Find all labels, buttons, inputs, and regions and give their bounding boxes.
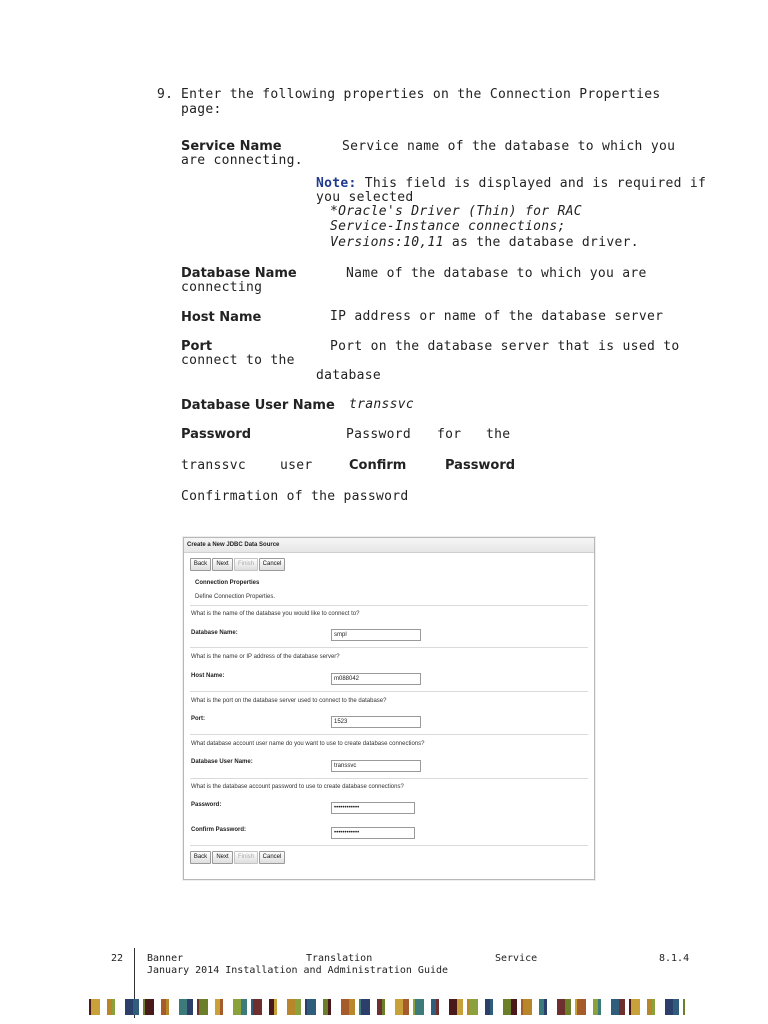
confirm-label-b: Password [445,458,516,473]
label-port: Port: [191,716,205,722]
label-password: Password: [191,802,222,808]
divider [190,647,588,648]
stripe-segment [277,999,287,1015]
stripe-segment [586,999,593,1015]
footer-word-translation: Translation [306,953,373,964]
service-name-desc-a: Service name of the database to which you [342,139,676,154]
step-text-line1: Enter the following properties on the Connection Properties [181,87,661,102]
stripe-segment [640,999,647,1015]
label-confirm-password: Confirm Password: [191,827,247,833]
stripe-segment [91,999,100,1015]
section-subtitle: Define Connection Properties. [195,594,276,600]
db-user-label: Database User Name [181,398,335,413]
note-text-e [330,235,639,250]
stripe-segment [199,999,208,1015]
stripe-segment [547,999,557,1015]
stripe-segment [503,999,511,1015]
password-user-b: user [280,458,313,473]
back-button-top[interactable]: Back [190,558,211,571]
footer-guide-line: January 2014 Installation and Administration Guide [147,965,449,976]
stripe-segment [169,999,179,1015]
db-user-value: transsvc [349,397,415,412]
divider [190,845,588,846]
step-text-line2: page: [181,102,222,117]
stripe-segment [115,999,125,1015]
stripe-segment [370,999,377,1015]
question-port: What is the port on the database server used to connect to the database? [191,698,387,704]
db-user-name-input[interactable]: transsvc [331,760,421,772]
port-desc-c: database [316,368,382,383]
stripe-segment [154,999,161,1015]
cancel-button-top[interactable]: Cancel [259,558,285,571]
stripe-segment [395,999,403,1015]
stripe-segment [415,999,424,1015]
stripe-segment [316,999,323,1015]
divider [190,605,588,606]
stripe-segment [424,999,431,1015]
stripe-segment [179,999,187,1015]
port-label: Port [181,339,213,354]
divider [190,778,588,779]
stripe-segment [523,999,532,1015]
stripe-segment [557,999,565,1015]
cancel-button-bottom[interactable]: Cancel [259,851,285,864]
next-button-top[interactable]: Next [212,558,233,571]
database-name-desc-a: Name of the database to which you are [346,266,647,281]
note-label: Note: [316,176,357,191]
label-user: Database User Name: [191,759,253,765]
question-host: What is the name or IP address of the database server? [191,654,340,660]
host-name-input[interactable]: m088042 [331,673,421,685]
question-user: What database account user name do you want to use to create database connections? [191,741,425,747]
stripe-segment [145,999,154,1015]
password-desc-c: the [486,427,511,442]
stripe-segment [361,999,370,1015]
stripe-segment [469,999,478,1015]
stripe-segment [611,999,619,1015]
stripe-segment [307,999,316,1015]
note-text-a: This field is displayed and is required if [356,176,707,191]
divider [190,691,588,692]
note-text-e-rest: as the database driver. [443,235,639,250]
stripe-segment [577,999,586,1015]
confirm-password-input[interactable]: •••••••••••• [331,827,415,839]
stripe-segment [100,999,107,1015]
port-desc-b: connect to the [181,353,295,368]
database-name-input[interactable]: smpl [331,629,421,641]
note-versions: Versions:10,11 [330,235,444,250]
note-text-b: you selected [316,190,414,205]
section-title: Connection Properties [195,580,260,586]
page-number: 22 [111,953,124,964]
confirm-desc: Confirmation of the password [181,489,409,504]
stripe-segment [253,999,262,1015]
stripe-segment [223,999,233,1015]
stripe-segment [233,999,241,1015]
finish-button-bottom[interactable]: Finish [234,851,258,864]
stripe-segment [532,999,539,1015]
note-text-c: *Oracle's Driver (Thin) for RAC [330,204,582,219]
step-number: 9. [157,87,174,102]
service-name-desc-b: are connecting. [181,153,303,168]
finish-button-top[interactable]: Finish [234,558,258,571]
service-name-note [316,176,706,191]
stripe-segment [125,999,133,1015]
service-name-label: Service Name [181,139,282,154]
host-name-label: Host Name [181,310,262,325]
stripe-segment [683,999,685,1015]
database-name-desc-b: connecting [181,280,263,295]
stripe-segment [331,999,341,1015]
confirm-label-a: Confirm [349,458,407,473]
stripe-segment [478,999,485,1015]
footer-word-banner: Banner [147,953,184,964]
back-button-bottom[interactable]: Back [190,851,211,864]
stripe-segment [449,999,457,1015]
divider [190,734,588,735]
stripe-segment [493,999,503,1015]
password-user-a: transsvc [181,458,247,473]
stripe-segment [655,999,665,1015]
jdbc-wizard-screenshot [183,537,595,880]
label-host: Host Name: [191,673,225,679]
port-input[interactable]: 1523 [331,716,421,728]
password-label: Password [181,427,252,442]
password-input[interactable]: •••••••••••• [331,802,415,814]
footer-word-service: Service [495,953,538,964]
question-db: What is the name of the database you would like to connect to? [191,611,360,617]
wizard-title: Create a New JDBC Data Source [184,538,594,553]
stripe-segment [385,999,395,1015]
note-text-d: Service-Instance connections; [330,219,566,234]
database-name-label: Database Name [181,266,297,281]
label-db: Database Name: [191,630,238,636]
footer-version: 8.1.4 [659,953,690,964]
question-password: What is the database account password to use to create database connections? [191,784,404,790]
stripe-segment [287,999,295,1015]
stripe-segment [601,999,611,1015]
password-desc-b: for [437,427,462,442]
stripe-segment [631,999,640,1015]
stripe-segment [665,999,673,1015]
next-button-bottom[interactable]: Next [212,851,233,864]
stripe-segment [262,999,269,1015]
stripe-segment [439,999,449,1015]
port-desc-a: Port on the database server that is used to [330,339,680,354]
stripe-segment [208,999,215,1015]
stripe-segment [341,999,349,1015]
host-name-desc: IP address or name of the database server [330,309,664,324]
decorative-color-stripe [89,999,685,1015]
password-desc-a: Password [346,427,412,442]
